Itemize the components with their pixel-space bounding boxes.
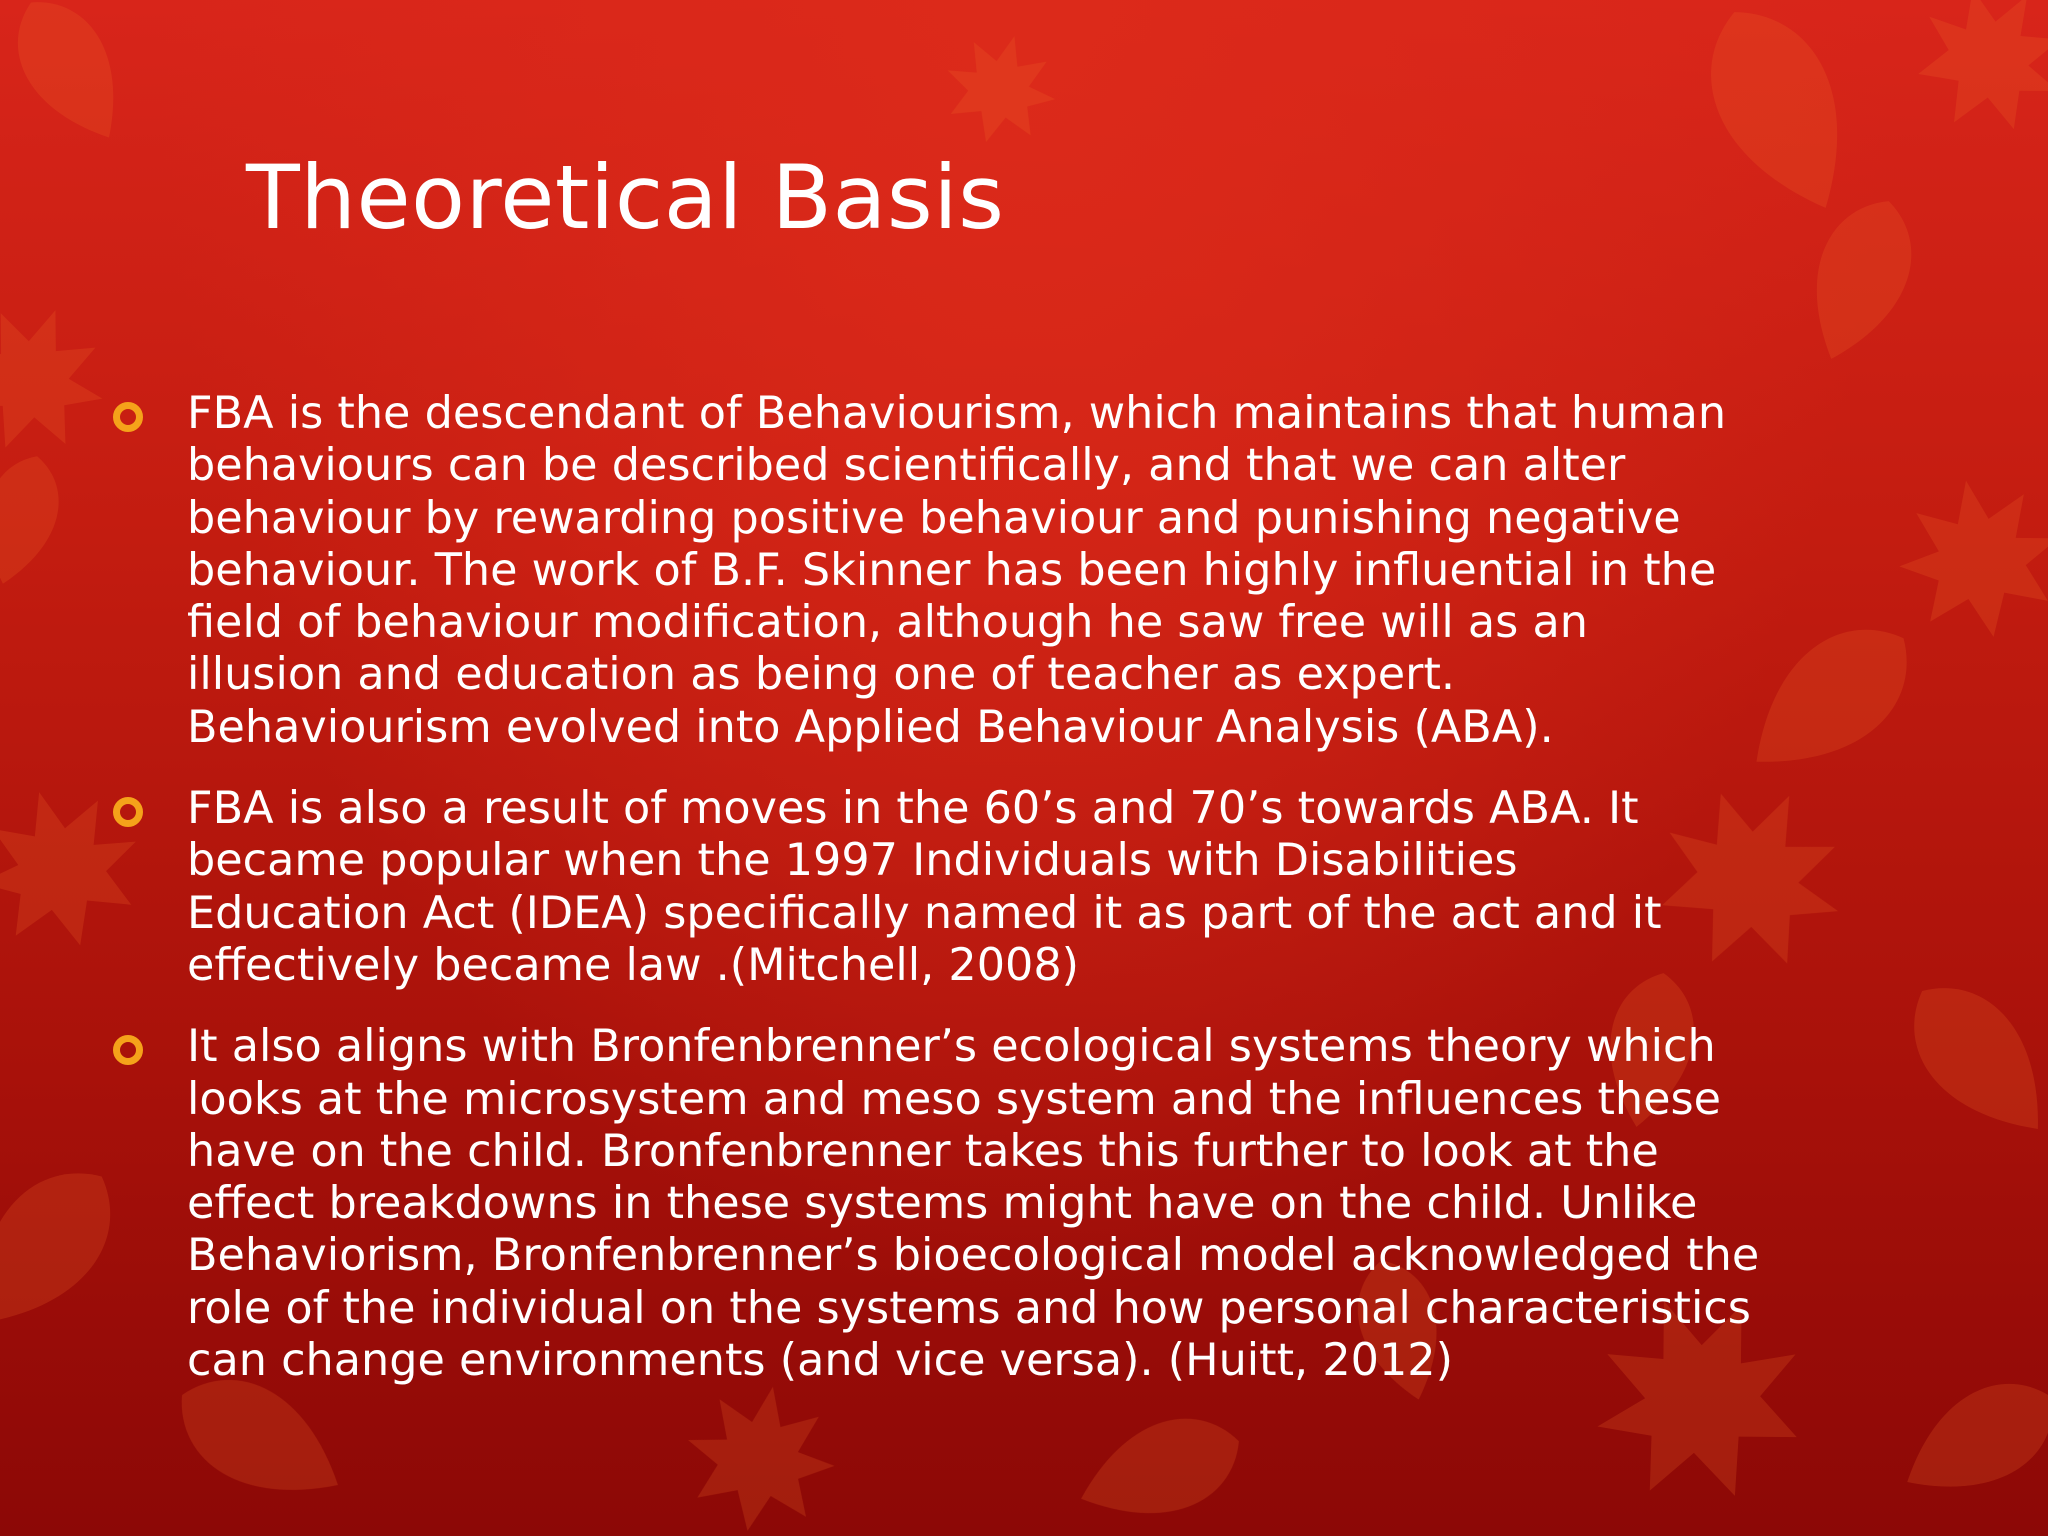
ring-bullet-icon (113, 402, 143, 432)
bullet-text-line: field of behaviour modification, although he saw free will as an (187, 597, 1588, 649)
slide-title: Theoretical Basis (246, 146, 1005, 249)
bullet-text-line: became popular when the 1997 Individuals with Disabilities (187, 835, 1518, 887)
bullet-text-line: role of the individual on the systems and how personal characteristics (187, 1282, 1751, 1334)
bullet-text-line: FBA is also a result of moves in the 60’s and 70’s towards ABA. It (187, 783, 1639, 835)
bullet-text-line: Behaviorism, Bronfenbrenner’s bioecological model acknowledged the (187, 1230, 1760, 1282)
bullet-text-line: effect breakdowns in these systems might have on the child. Unlike (187, 1178, 1698, 1230)
ring-bullet-icon (113, 1035, 143, 1065)
bullet-item (110, 388, 1910, 754)
bullet-text-line: behaviour. The work of B.F. Skinner has been highly influential in the (187, 544, 1717, 596)
bullet-text-line: behaviours can be described scientifically, and that we can alter (187, 440, 1626, 492)
bullet-text-line: Education Act (IDEA) specifically named it as part of the act and it (187, 887, 1662, 939)
ring-bullet-icon (113, 797, 143, 827)
bullet-item (110, 783, 1910, 992)
bullet-text-line: It also aligns with Bronfenbrenner’s ecological systems theory which (187, 1021, 1716, 1073)
bullet-text-line: can change environments (and vice versa). (Huitt, 2012) (187, 1335, 1453, 1387)
bullet-item (110, 1021, 1910, 1387)
bullet-text-line: behaviour by rewarding positive behaviour and punishing negative (187, 492, 1681, 544)
bullet-text-line: looks at the microsystem and meso system and the influences these (187, 1073, 1722, 1125)
bullet-text-line: Behaviourism evolved into Applied Behaviour Analysis (ABA). (187, 701, 1554, 753)
bullet-text-line: have on the child. Bronfenbrenner takes this further to look at the (187, 1125, 1659, 1177)
bullet-text-line: illusion and education as being one of teacher as expert. (187, 649, 1456, 701)
bullet-text-line: FBA is the descendant of Behaviourism, which maintains that human (187, 388, 1727, 439)
bullet-list (110, 388, 1910, 1416)
bullet-text-line: effectively became law .(Mitchell, 2008) (187, 939, 1080, 991)
